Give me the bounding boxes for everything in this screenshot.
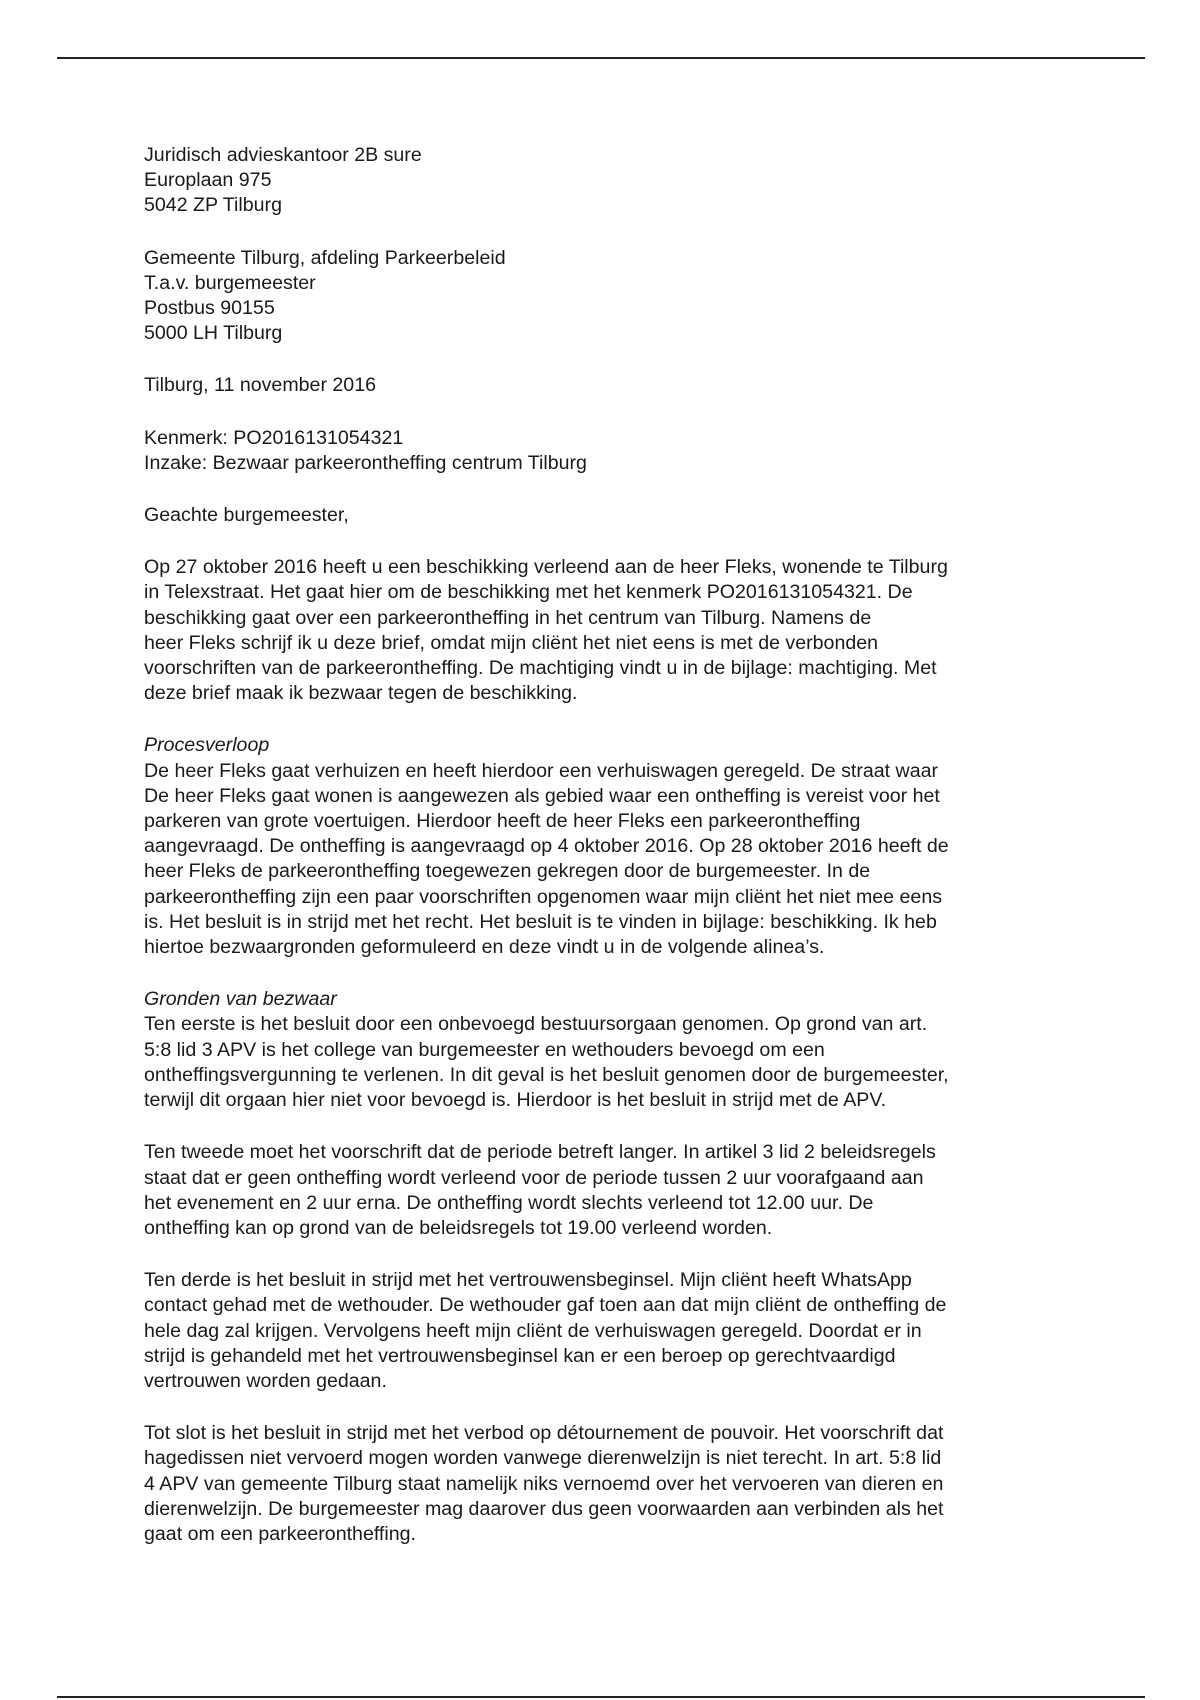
paragraph-line: gaat om een parkeerontheffing. [144,1522,416,1545]
paragraph-line: 4 APV van gemeente Tilburg staat namelijk niks vernoemd over het vervoeren van dieren en [144,1472,944,1495]
paragraph-line: Op 27 oktober 2016 heeft u een beschikking verleend aan de heer Fleks, wonende te Tilburg [144,556,948,579]
paragraph-line: De heer Fleks gaat wonen is aangewezen als gebied waar een ontheffing is vereist voor het [144,784,940,807]
paragraph-line: hiertoe bezwaargronden geformuleerd en deze vindt u in de volgende alinea’s. [144,936,825,959]
footer-rule [57,1696,1145,1698]
gronden-first-paragraph [144,987,1064,1113]
paragraph-line: dierenwelzijn. De burgemeester mag daarover dus geen voorwaarden aan verbinden als het [144,1497,944,1520]
paragraph-line: Ten tweede moet het voorschrift dat de periode betreft langer. In artikel 3 lid 2 beleidsregels [144,1141,936,1164]
gronden-fourth-paragraph [144,1421,1064,1547]
recipient-line: T.a.v. burgemeester [144,271,316,294]
paragraph-line: vertrouwen worden gedaan. [144,1369,387,1392]
recipient-line: 5000 LH Tilburg [144,322,283,345]
paragraph-line: beschikking gaat over een parkeerontheffing in het centrum van Tilburg. Namens de [144,606,872,629]
paragraph-line: ontheffing kan op grond van de beleidsregels tot 19.00 verleend worden. [144,1216,773,1239]
sender-line: Juridisch advieskantoor 2B sure [144,144,422,166]
salutation [144,503,1064,528]
procesverloop-section [144,733,1064,960]
paragraph-line: heer Fleks de parkeerontheffing toegewezen gekregen door de burgemeester. In de [144,860,871,883]
paragraph-line: is. Het besluit is in strijd met het recht. Het besluit is te vinden in bijlage: beschikking. Ik heb [144,910,937,933]
paragraph-line: terwijl dit orgaan hier niet voor bevoegd is. Hierdoor is het besluit in strijd met de APV. [144,1089,887,1112]
paragraph-line: aangevraagd. De ontheffing is aangevraagd op 4 oktober 2016. Op 28 oktober 2016 heeft de [144,835,949,858]
paragraph-line: strijd is gehandeld met het vertrouwensbeginsel kan er een beroep op gerechtvaardigd [144,1344,896,1367]
sender-line: Europlaan 975 [144,169,272,192]
paragraph-line: voorschriften van de parkeerontheffing. De machtiging vindt u in de bijlage: machtiging. Met [144,657,937,680]
sender-line: 5042 ZP Tilburg [144,194,282,217]
gronden-third-paragraph [144,1268,1064,1394]
recipient-line: Gemeente Tilburg, afdeling Parkeerbeleid [144,246,506,269]
header-rule [57,57,1145,59]
paragraph-line: deze brief maak ik bezwaar tegen de beschikking. [144,682,578,705]
date-line: Tilburg, 11 november 2016 [144,374,376,397]
recipient-line: Postbus 90155 [144,297,275,320]
sender-address [144,143,1064,219]
paragraph-line: Ten derde is het besluit in strijd met het vertrouwensbeginsel. Mijn cliënt heeft WhatsApp [144,1269,912,1292]
inzake-line: Inzake: Bezwaar parkeerontheffing centrum Tilburg [144,451,587,474]
paragraph-line: Ten eerste is het besluit door een onbevoegd bestuursorgaan genomen. Op grond van art. [144,1013,928,1036]
paragraph-line: Tot slot is het besluit in strijd met het verbod op détournement de pouvoir. Het voorschrift dat [144,1422,944,1445]
gronden-second-paragraph [144,1140,1064,1241]
reference-block [144,426,1064,476]
salutation-line: Geachte burgemeester, [144,504,349,527]
paragraph-line: parkeerontheffing zijn een paar voorschriften opgenomen waar mijn cliënt het niet mee eens [144,885,943,908]
letter-date [144,373,1064,398]
paragraph-line: contact gehad met de wethouder. De wethouder gaf toen aan dat mijn cliënt de ontheffing de [144,1294,947,1317]
paragraph-line: De heer Fleks gaat verhuizen en heeft hierdoor een verhuiswagen geregeld. De straat waar [144,759,939,782]
paragraph-line: in Telexstraat. Het gaat hier om de beschikking met het kenmerk PO2016131054321. De [144,581,913,604]
intro-paragraph [144,555,1064,706]
section-heading: Gronden van bezwaar [144,988,337,1011]
paragraph-line: hele dag zal krijgen. Vervolgens heeft mijn cliënt de verhuiswagen geregeld. Doordat er in [144,1319,922,1342]
paragraph-line: heer Fleks schrijf ik u deze brief, omdat mijn cliënt het niet eens is met de verbonden [144,631,879,654]
paragraph-line: staat dat er geen ontheffing wordt verleend voor de periode tussen 2 uur voorafgaand aan [144,1166,924,1189]
section-heading: Procesverloop [144,734,270,757]
paragraph-line: parkeren van grote voertuigen. Hierdoor heeft de heer Fleks een parkeerontheffing [144,810,861,833]
paragraph-line: hagedissen niet vervoerd mogen worden vanwege dierenwelzijn is niet terecht. In art. 5:8 lid [144,1447,942,1470]
recipient-address [144,246,1064,347]
paragraph-line: ontheffingsvergunning te verlenen. In dit geval is het besluit genomen door de burgemeester, [144,1063,949,1086]
kenmerk-line: Kenmerk: PO2016131054321 [144,426,404,449]
paragraph-line: het evenement en 2 uur erna. De ontheffing wordt slechts verleend tot 12.00 uur. De [144,1191,874,1214]
paragraph-line: 5:8 lid 3 APV is het college van burgemeester en wethouders bevoegd om een [144,1038,825,1061]
letter-body [144,143,1064,1574]
